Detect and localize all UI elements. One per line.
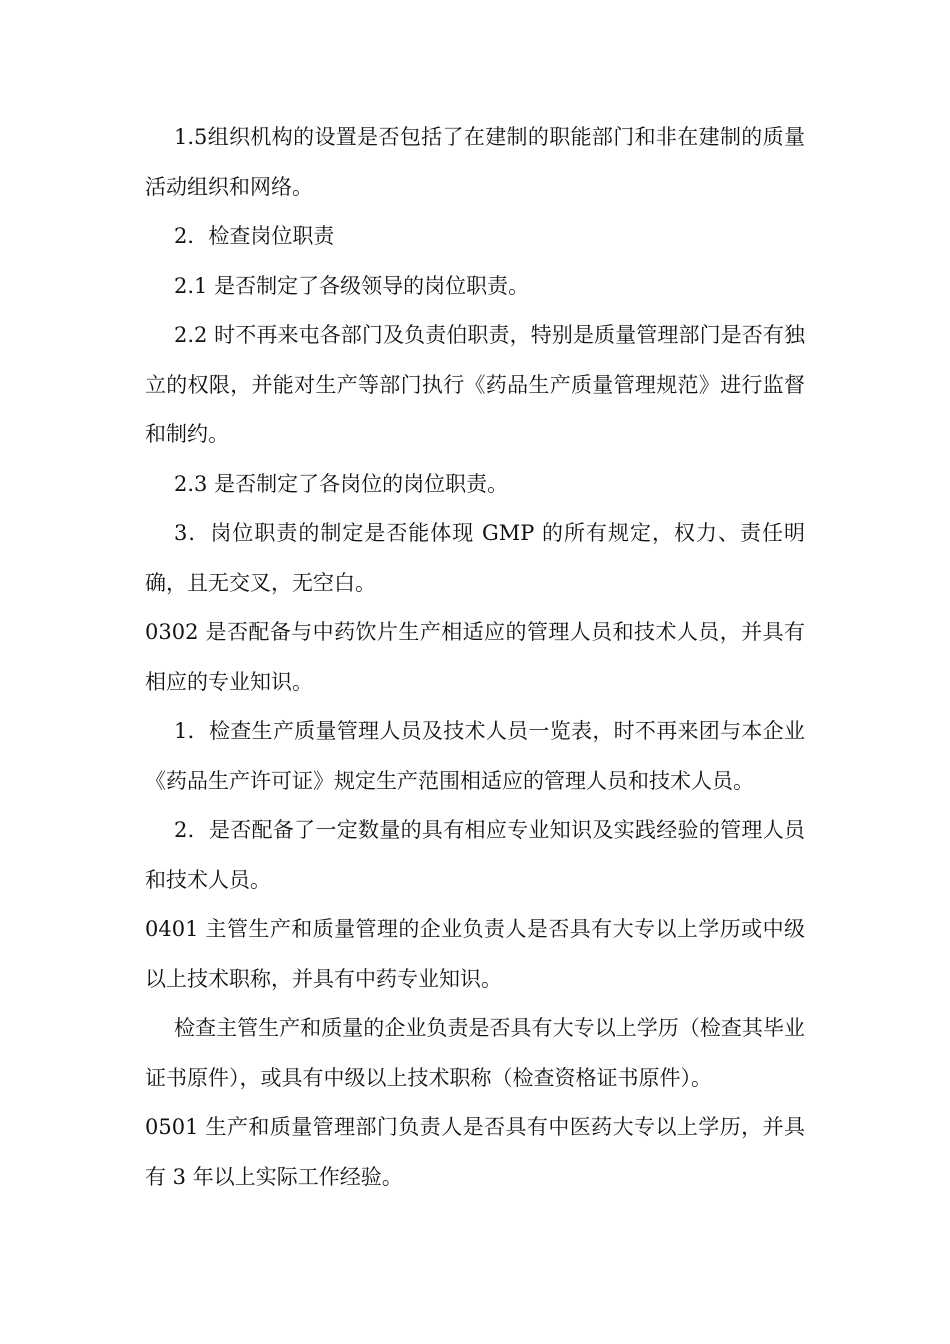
paragraph-0401-check: 检查主管生产和质量的企业负责是否具有大专以上学历（检查其毕业证书原件），或具有中级以上技术职称（检查资格证书原件）。 xyxy=(145,1016,805,1090)
document-page xyxy=(145,113,805,1202)
paragraph-0501: 0501 生产和质量管理部门负责人是否具有中医药大专以上学历，并具有 3 年以上实际工作经验。 xyxy=(145,1115,805,1189)
paragraph-0302: 0302 是否配备与中药饮片生产相适应的管理人员和技术人员，并具有相应的专业知识。 xyxy=(145,620,805,694)
paragraph-1-5: 1.5组织机构的设置是否包括了在建制的职能部门和非在建制的质量活动组织和网络。 xyxy=(145,125,805,199)
paragraph-2-2: 2.2 时不再来屯各部门及负责伯职责，特别是质量管理部门是否有独立的权限，并能对生产等部门执行《药品生产质量管理规范》进行监督和制约。 xyxy=(145,323,805,446)
paragraph-3: 3．岗位职责的制定是否能体现 GMP 的所有规定，权力、责任明确，且无交叉，无空白。 xyxy=(145,521,805,595)
paragraph-0302-item-1: 1．检查生产质量管理人员及技术人员一览表，时不再来团与本企业《药品生产许可证》规定生产范围相适应的管理人员和技术人员。 xyxy=(145,719,805,793)
paragraph-0302-item-2: 2．是否配备了一定数量的具有相应专业知识及实践经验的管理人员和技术人员。 xyxy=(145,818,805,892)
paragraph-2-heading: 2．检查岗位职责 xyxy=(174,224,335,248)
paragraph-2-3: 2.3 是否制定了各岗位的岗位职责。 xyxy=(174,471,509,496)
paragraph-2-1: 2.1 是否制定了各级领导的岗位职责。 xyxy=(174,273,530,298)
paragraph-0401: 0401 主管生产和质量管理的企业负责人是否具有大专以上学历或中级以上技术职称，并具有中药专业知识。 xyxy=(145,917,805,991)
